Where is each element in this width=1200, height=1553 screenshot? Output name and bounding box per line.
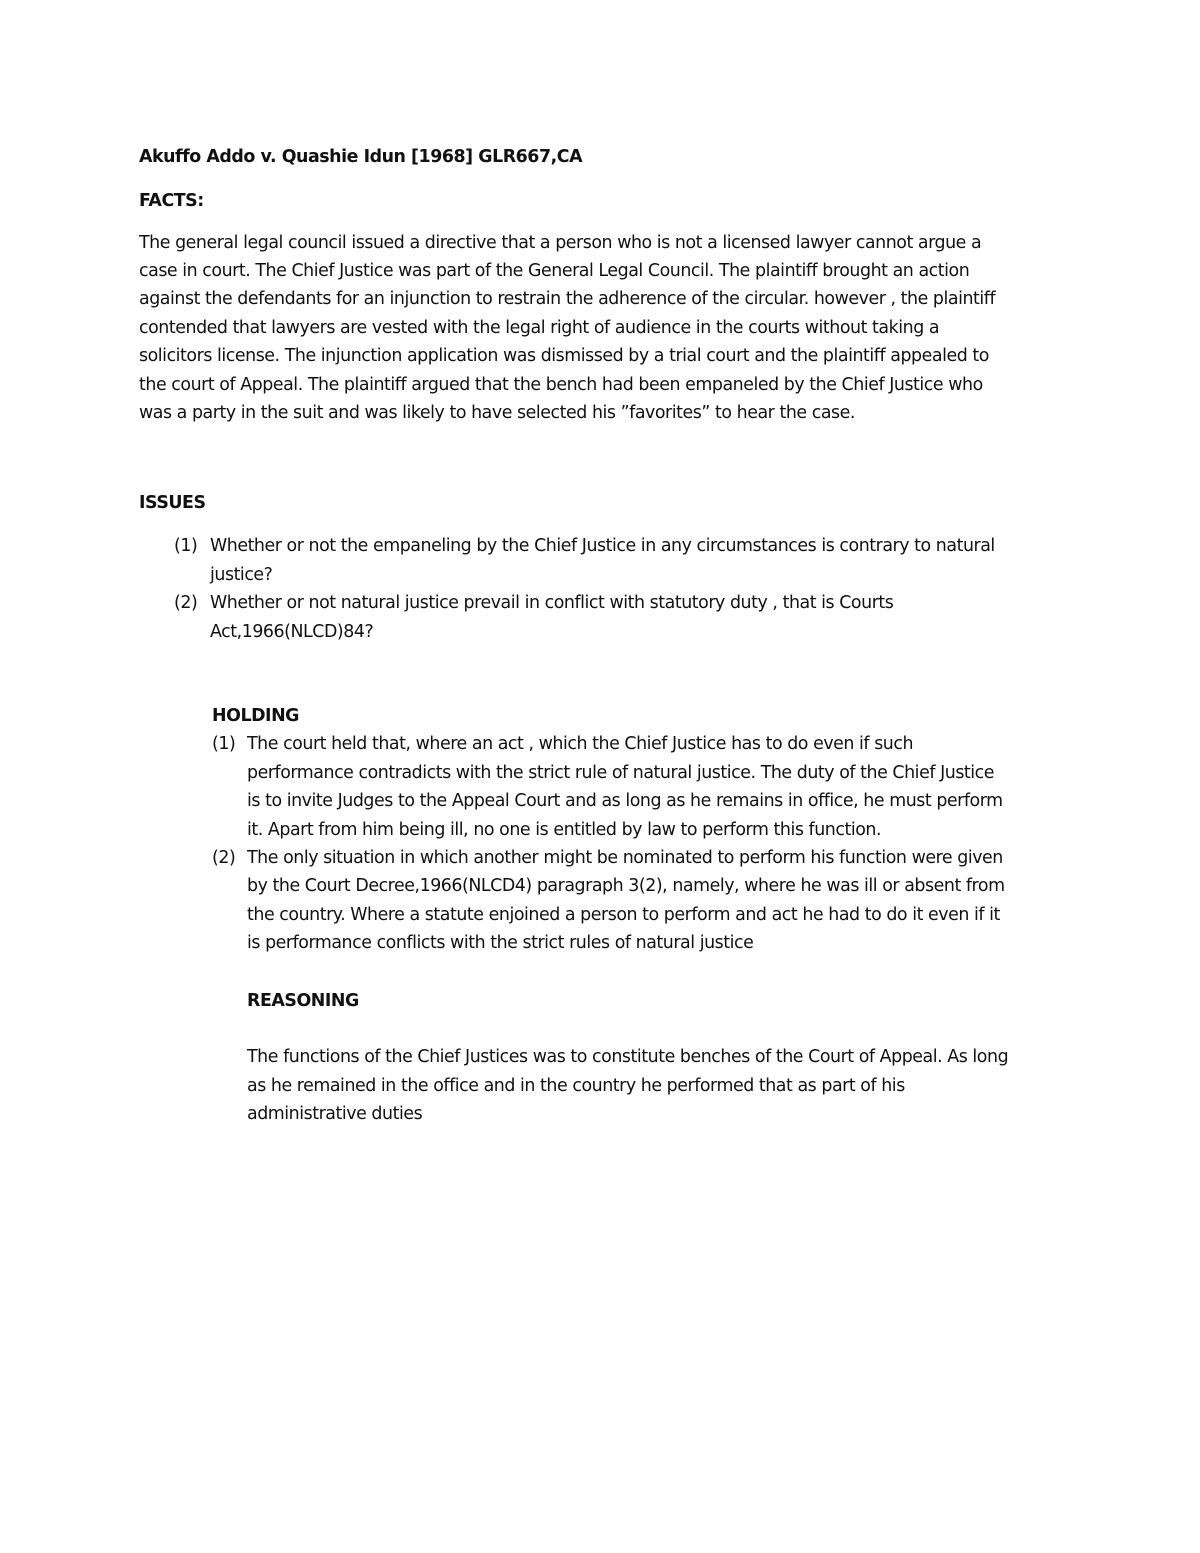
issues-heading: ISSUES bbox=[139, 493, 206, 513]
issue-number: (1) bbox=[174, 536, 198, 556]
holding-line: it. Apart from him being ill, no one is entitled by law to perform this function. bbox=[247, 820, 882, 840]
holding-line: performance contradicts with the strict rule of natural justice. The duty of the Chief Justice bbox=[247, 763, 995, 783]
holding-line: The only situation in which another might be nominated to perform his function were given bbox=[247, 848, 1003, 868]
reasoning-line: as he remained in the office and in the country he performed that as part of his bbox=[247, 1076, 905, 1096]
holding-line: is performance conflicts with the strict rules of natural justice bbox=[247, 933, 754, 953]
holding-line: by the Court Decree,1966(NLCD4) paragraph 3(2), namely, where he was ill or absent from bbox=[247, 876, 1005, 896]
facts-line: was a party in the suit and was likely to have selected his ”favorites” to hear the case. bbox=[139, 403, 855, 423]
holding-heading: HOLDING bbox=[212, 706, 300, 726]
facts-line: contended that lawyers are vested with the legal right of audience in the courts without taking a bbox=[139, 318, 940, 338]
issue-line: Whether or not the empaneling by the Chief Justice in any circumstances is contrary to natural bbox=[210, 536, 995, 556]
document-title: Akuffo Addo v. Quashie Idun [1968] GLR667,CA bbox=[139, 147, 583, 167]
issue-line: Act,1966(NLCD)84? bbox=[210, 622, 374, 642]
facts-line: solicitors license. The injunction application was dismissed by a trial court and the plaintiff appealed to bbox=[139, 346, 989, 366]
holding-number: (1) bbox=[212, 734, 236, 754]
issue-number: (2) bbox=[174, 593, 198, 613]
holding-line: The court held that, where an act , which the Chief Justice has to do even if such bbox=[247, 734, 914, 754]
reasoning-line: administrative duties bbox=[247, 1104, 423, 1124]
facts-line: against the defendants for an injunction to restrain the adherence of the circular. however , the plaintiff bbox=[139, 289, 996, 309]
facts-line: the court of Appeal. The plaintiff argued that the bench had been empaneled by the Chief Justice who bbox=[139, 375, 983, 395]
issue-line: justice? bbox=[210, 565, 273, 585]
issue-line: Whether or not natural justice prevail in conflict with statutory duty , that is Courts bbox=[210, 593, 894, 613]
holding-number: (2) bbox=[212, 848, 236, 868]
facts-line: The general legal council issued a directive that a person who is not a licensed lawyer cannot argue a bbox=[139, 233, 982, 253]
facts-line: case in court. The Chief Justice was part of the General Legal Council. The plaintiff brought an action bbox=[139, 261, 970, 281]
reasoning-heading: REASONING bbox=[247, 991, 359, 1011]
reasoning-line: The functions of the Chief Justices was to constitute benches of the Court of Appeal. As long bbox=[247, 1047, 1009, 1067]
holding-line: is to invite Judges to the Appeal Court and as long as he remains in office, he must perform bbox=[247, 791, 1003, 811]
facts-heading: FACTS: bbox=[139, 191, 204, 211]
holding-line: the country. Where a statute enjoined a person to perform and act he had to do it even if it bbox=[247, 905, 1000, 925]
